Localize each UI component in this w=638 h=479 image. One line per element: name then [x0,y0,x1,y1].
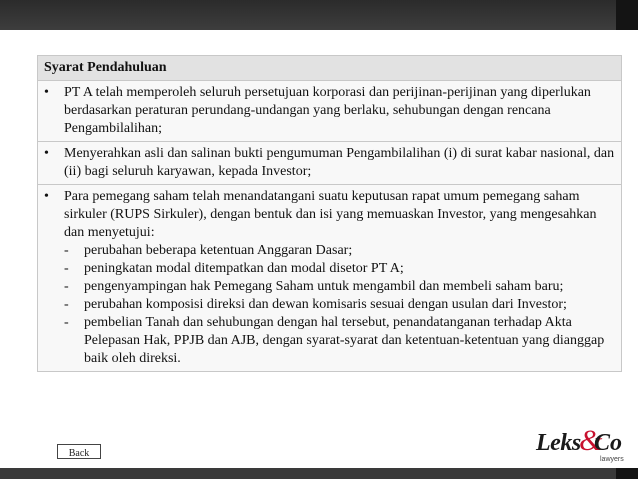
sub-item-text: perubahan beberapa ketentuan Anggaran Dasar; [84,243,353,258]
top-bar [0,0,638,30]
list-item [44,145,615,181]
sub-item-text: pengenyampingan hak Pemegang Saham untuk mengambil dan membeli saham baru; [84,279,564,294]
dash-icon: - [64,279,69,294]
sub-list-item [44,242,615,260]
sub-list-item [44,260,615,278]
logo-subtitle: lawyers [600,456,624,463]
list-item [44,84,615,138]
list-item [44,188,615,242]
dash-icon: - [64,243,69,258]
dash-icon: - [64,261,69,276]
sub-list-item [44,314,615,368]
logo-ampersand: & [579,424,603,457]
sub-item-text: peningkatan modal ditempatkan dan modal disetor PT A; [84,261,404,276]
leksco-logo [534,426,626,466]
top-bar-accent [616,0,638,30]
table-row [38,142,622,185]
dash-icon: - [64,315,69,330]
table-row [38,185,622,372]
bullet-icon: • [44,146,49,161]
conditions-table [37,55,622,372]
item-text: Para pemegang saham telah menandatangani suatu keputusan rapat umum pemegang saham sirkuler (RUPS Sirkuler), dengan bentuk dan isi yang memuaskan Investor, yang mengesahkan dan menyetujui: [64,189,597,240]
bullet-icon: • [44,189,49,204]
bullet-icon: • [44,85,49,100]
logo-text-leks: Leks [536,430,581,456]
bottom-bar [0,468,638,479]
bottom-bar-accent [616,468,638,479]
sub-list-item [44,296,615,314]
item-text: Menyerahkan asli dan salinan bukti pengumuman Pengambilalihan (i) di surat kabar nasional, dan (ii) bagi seluruh karyawan, kepada Investor; [64,146,615,179]
table-header: Syarat Pendahuluan [38,56,622,81]
sub-list-item [44,278,615,296]
sub-item-text: perubahan komposisi direksi dan dewan komisaris sesuai dengan usulan dari Investor; [84,297,567,312]
dash-icon: - [64,297,69,312]
back-button[interactable]: Back [57,444,101,459]
table-row [38,81,622,142]
item-text: PT A telah memperoleh seluruh persetujuan korporasi dan perijinan-perijinan yang diperlukan berdasarkan peraturan perundang-undangan yang berlaku, sehubungan dengan rencana Pengambilalihan; [64,85,591,136]
logo-text-co: Co [594,430,623,456]
sub-item-text: pembelian Tanah dan sehubungan dengan hal tersebut, penandatanganan terhadap Akta Pelepasan Hak, PPJB dan AJB, dengan syarat-syarat dan ketentuan-ketentuan yang dianggap baik oleh direksi. [84,315,605,366]
